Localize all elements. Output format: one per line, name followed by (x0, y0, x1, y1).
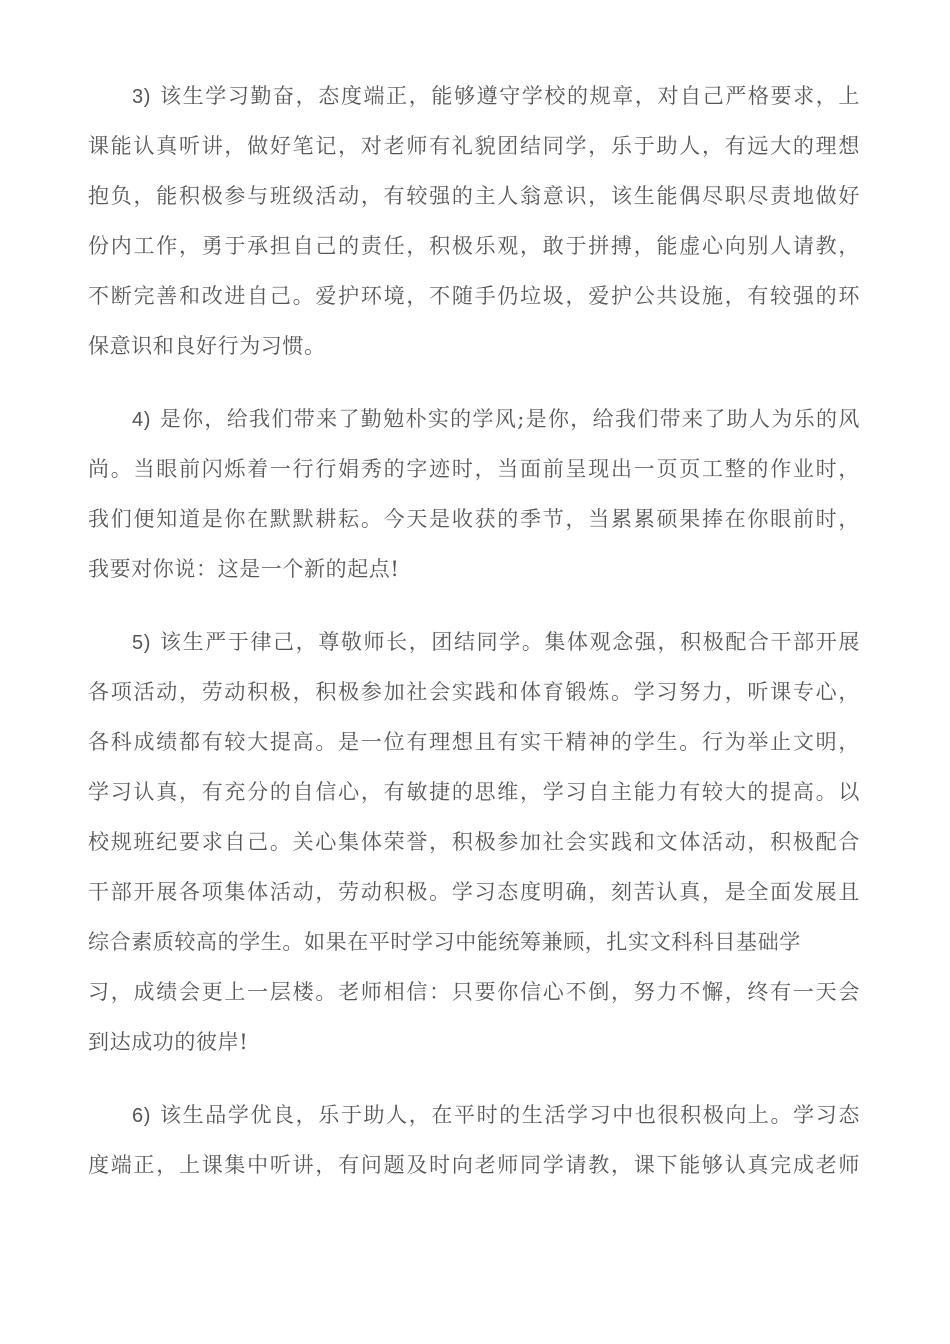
paragraph-line: 不断完善和改进自己。爱护环境，不随手仍垃圾，爱护公共设施，有较强的环 (88, 284, 860, 308)
paragraph-line: 学习认真，有充分的自信心，有敏捷的思维，学习自主能力有较大的提高。以 (88, 780, 860, 804)
paragraph-5 (88, 617, 860, 1067)
document-page (88, 71, 860, 1213)
paragraph-line (88, 71, 860, 121)
paragraph-line: 综合素质较高的学生。如果在平时学习中能统筹兼顾，扎实文科科目基础学 (88, 930, 801, 954)
paragraph-6 (88, 1090, 860, 1190)
paragraph-line: 习，成绩会更上一层楼。老师相信：只要你信心不倒，努力不懈，终有一天会 (88, 980, 860, 1004)
paragraph-line: 度端正，上课集中听讲，有问题及时向老师同学请教，课下能够认真完成老师 (88, 1153, 860, 1177)
paragraph-number: 4) (132, 409, 151, 431)
paragraph-line: 课能认真听讲，做好笔记，对老师有礼貌团结同学，乐于助人，有远大的理想 (88, 134, 860, 158)
paragraph-line: 我要对你说：这是一个新的起点! (88, 557, 400, 581)
paragraph-line: 各项活动，劳动积极，积极参加社会实践和体育锻炼。学习努力，听课专心， (88, 680, 860, 704)
paragraph-line: 到达成功的彼岸! (88, 1030, 249, 1054)
paragraph-number: 3) (132, 86, 151, 108)
paragraph-line: 我们便知道是你在默默耕耘。今天是收获的季节，当累累硕果捧在你眼前时， (88, 507, 860, 531)
paragraph-number: 5) (132, 632, 151, 654)
paragraph-line: 抱负，能积极参与班级活动，有较强的主人翁意识，该生能偶尽职尽责地做好 (88, 184, 860, 208)
paragraph-line (88, 394, 860, 444)
line-text: 该生严于律己，尊敬师长，团结同学。集体观念强，积极配合干部开展 (158, 630, 860, 654)
line-text: 该生学习勤奋，态度端正，能够遵守学校的规章，对自己严格要求，上 (158, 84, 860, 108)
paragraph-4 (88, 394, 860, 594)
paragraph-line (88, 1090, 860, 1140)
line-text: 是你，给我们带来了勤勉朴实的学风;是你，给我们带来了助人为乐的风 (158, 407, 860, 431)
paragraph-line: 份内工作，勇于承担自己的责任，积极乐观，敢于拼搏，能虚心向别人请教， (88, 234, 860, 258)
paragraph-number: 6) (132, 1105, 151, 1127)
paragraph-3 (88, 71, 860, 371)
line-text: 该生品学优良，乐于助人，在平时的生活学习中也很积极向上。学习态 (158, 1103, 860, 1127)
paragraph-line: 校规班纪要求自己。关心集体荣誉，积极参加社会实践和文体活动，积极配合 (88, 830, 860, 854)
paragraph-line: 尚。当眼前闪烁着一行行娟秀的字迹时，当面前呈现出一页页工整的作业时， (88, 457, 860, 481)
paragraph-line: 各科成绩都有较大提高。是一位有理想且有实干精神的学生。行为举止文明， (88, 730, 860, 754)
paragraph-line: 保意识和良好行为习惯。 (88, 334, 326, 358)
paragraph-line (88, 617, 860, 667)
paragraph-line: 干部开展各项集体活动，劳动积极。学习态度明确，刻苦认真，是全面发展且 (88, 880, 860, 904)
